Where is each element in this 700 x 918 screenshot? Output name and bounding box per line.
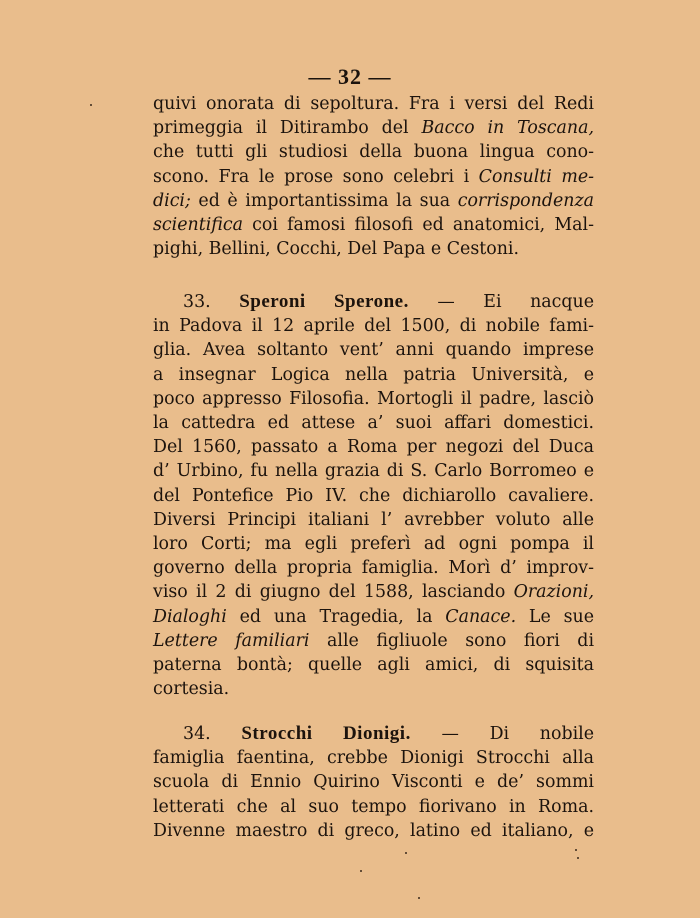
- speck: [418, 897, 420, 899]
- text-line: dici; ed è importantissima la sua corrispondenza: [153, 190, 594, 211]
- text-line: scientifica coi famosi filosofi ed anatomici, Mal-: [153, 215, 594, 236]
- text-line: la cattedra ed attese a’ suoi affari domestici.: [153, 413, 594, 434]
- title-corrispondenza: corrispondenza: [457, 190, 594, 211]
- entry-34-strocchi: [153, 722, 594, 843]
- text-line: primeggia il Ditirambo del Bacco in Toscana,: [153, 118, 594, 139]
- text-line: che tutti gli studiosi della buona lingua cono-: [153, 142, 594, 163]
- entry-heading: 34. Strocchi Dionigi. — Di nobile: [183, 723, 595, 744]
- text-line: Dialoghi ed una Tragedia, la Canace. Le sue: [153, 606, 594, 627]
- text-line: Del 1560, passato a Roma per negozi del Duca: [153, 437, 594, 458]
- text-line: Lettere familiari alle figliuole sono fiori di: [153, 630, 595, 651]
- title-dialoghi: Dialoghi: [153, 606, 227, 627]
- title-consulti-medici: Consulti me-: [478, 166, 594, 187]
- text-line: Diversi Principi italiani l’ avrebber voluto alle: [153, 509, 594, 530]
- text-line: poco appresso Filosofia. Mortogli il padre, lasciò: [153, 388, 594, 409]
- text-line: loro Corti; ma egli preferì ad ogni pompa il: [153, 534, 594, 555]
- text-line: d’ Urbino, fu nella grazia di S. Carlo Borromeo e: [153, 461, 594, 482]
- text-line: viso il 2 di giugno del 1588, lasciando Orazioni,: [153, 582, 594, 603]
- text-line: scuola di Ennio Quirino Visconti e de’ sommi: [153, 772, 594, 793]
- text-line: in Padova il 12 aprile del 1500, di nobile fami-: [153, 316, 594, 337]
- entry-number: 34.: [183, 724, 211, 744]
- text-line: paterna bontà; quelle agli amici, di squisita: [153, 655, 594, 676]
- entry-heading: 33. Speroni Sperone. — Ei nacque: [183, 291, 594, 312]
- text-line: glia. Avea soltanto vent’ anni quando imprese: [153, 340, 594, 361]
- text-line: a insegnar Logica nella patria Università, e: [153, 364, 594, 385]
- title-lettere-familiari: Lettere familiari: [153, 630, 310, 651]
- speck: [577, 857, 579, 859]
- entry-name: Speroni Sperone.: [239, 291, 409, 312]
- text-line: del Pontefice Pio IV. che dichiarollo cavaliere.: [153, 485, 594, 506]
- entry-33-speroni: [153, 290, 594, 701]
- text-line: cortesia.: [153, 679, 230, 700]
- text-line: pighi, Bellini, Cocchi, Del Papa e Cestoni.: [153, 239, 520, 260]
- entry-number: 33.: [183, 292, 211, 312]
- speck: [90, 104, 92, 106]
- title-canace: Canace.: [445, 606, 517, 627]
- title-orazioni: Orazioni,: [513, 582, 594, 603]
- text-line: governo della propria famiglia. Morì d’ improv-: [153, 558, 594, 579]
- text-line: Divenne maestro di greco, latino ed italiano, e: [153, 820, 594, 841]
- entry-name: Strocchi Dionigi.: [241, 723, 411, 744]
- page-number: — 32 —: [308, 64, 392, 89]
- text-line: letterati che al suo tempo fiorivano in Roma.: [153, 796, 594, 817]
- text-line: scono. Fra le prose sono celebri i Consulti me-: [153, 166, 594, 187]
- text-line: quivi onorata di sepoltura. Fra i versi del Redi: [153, 94, 594, 114]
- title-bacco-in-toscana: Bacco in Toscana,: [421, 118, 594, 139]
- text-line: famiglia faentina, crebbe Dionigi Strocchi alla: [153, 748, 594, 769]
- speck: [575, 849, 577, 851]
- speck: [360, 870, 362, 872]
- speck: [405, 852, 407, 854]
- paragraph-redi-continuation: [153, 92, 594, 261]
